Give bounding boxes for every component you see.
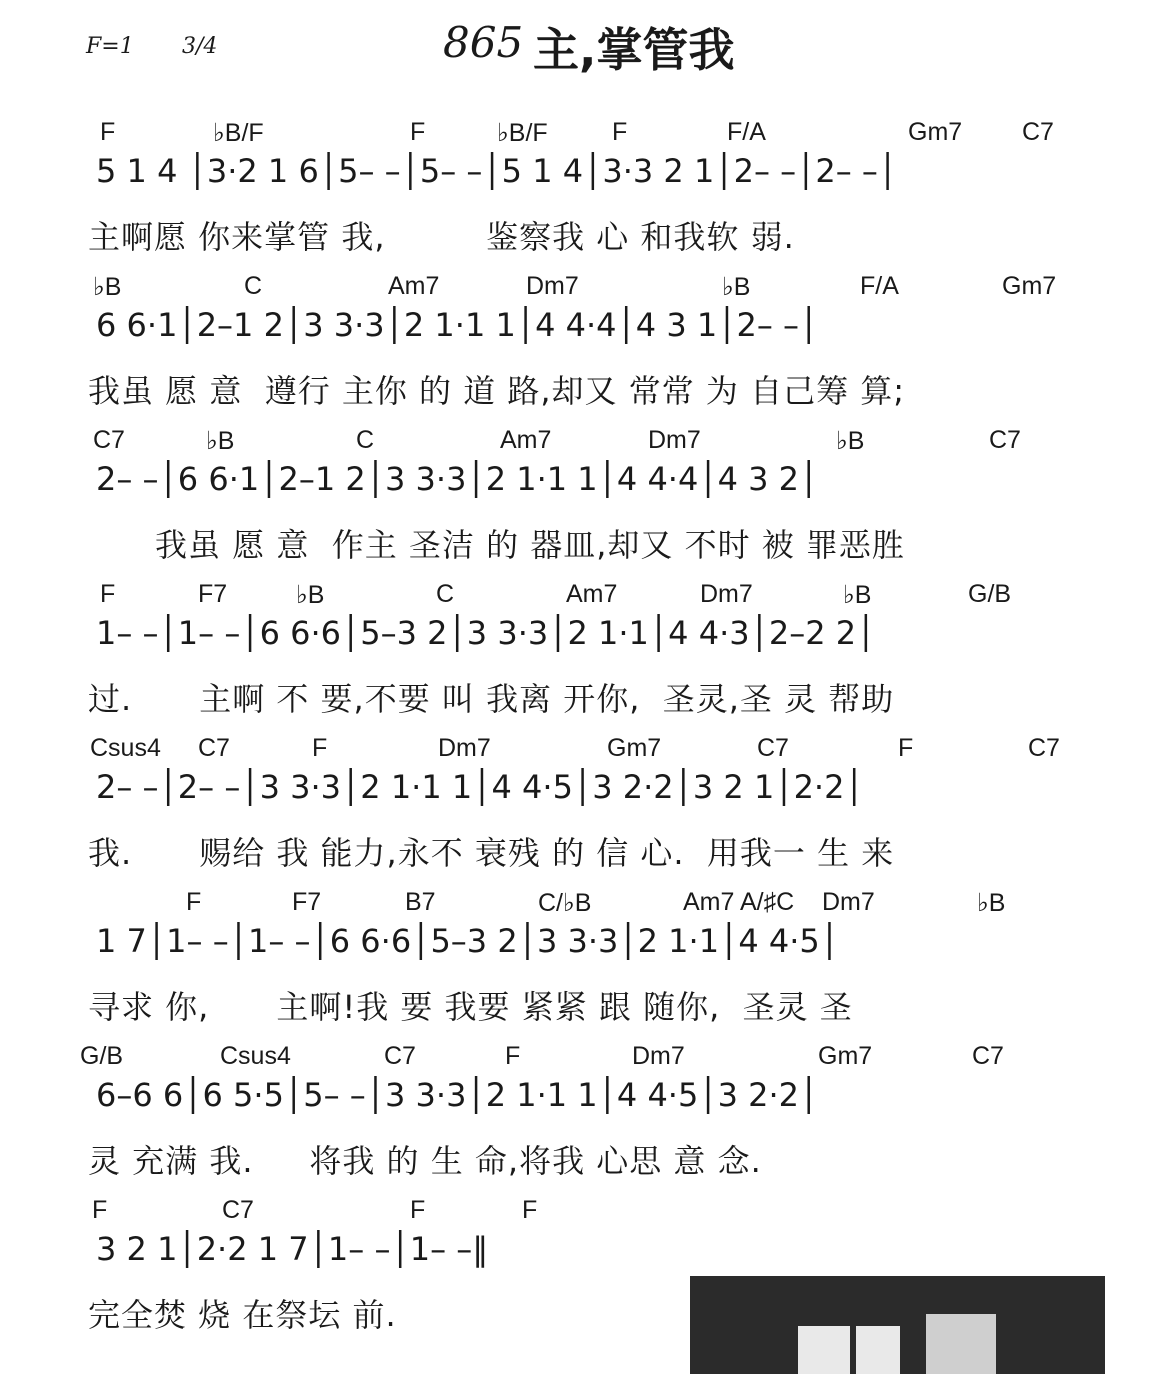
chord-symbol: C7 bbox=[757, 734, 789, 762]
hymn-number: 865 bbox=[443, 18, 524, 67]
jianpu-notes: 2– –│6 6·1│2–1 2│3 3·3│2 1·1 1│4 4·4│4 3 2│ bbox=[96, 460, 819, 498]
chord-symbol: ♭B bbox=[296, 581, 325, 609]
chord-symbol: Csus4 bbox=[90, 734, 161, 762]
chord-symbol: C bbox=[436, 580, 455, 608]
chord-symbol: Dm7 bbox=[632, 1042, 685, 1070]
chord-symbol: F bbox=[505, 1042, 521, 1070]
chord-symbol: C7 bbox=[1022, 118, 1054, 146]
chord-symbol: Gm7 bbox=[1002, 272, 1057, 300]
chord-symbol: F bbox=[100, 580, 116, 608]
jianpu-notes: 3 2 1│2·2 1 7│1– –│1– –‖ bbox=[96, 1230, 489, 1268]
lyrics-line: 灵 充满 我. 将我 的 生 命,将我 心思 意 念. bbox=[88, 1142, 762, 1180]
chord-symbol: C7 bbox=[989, 426, 1021, 454]
chord-symbol: B7 bbox=[405, 888, 436, 916]
chord-symbol: F/A bbox=[727, 118, 766, 146]
chord-symbol: F/A bbox=[860, 272, 899, 300]
chord-symbol: Dm7 bbox=[700, 580, 753, 608]
chord-symbol: Gm7 bbox=[607, 734, 662, 762]
chord-symbol: G/B bbox=[968, 580, 1012, 608]
jianpu-notes: 1– –│1– –│6 6·6│5–3 2│3 3·3│2 1·1│4 4·3│2–2 2│ bbox=[96, 614, 876, 652]
chord-symbol: C7 bbox=[384, 1042, 416, 1070]
lyrics-line: 寻求 你, 主啊!我 要 我要 紧紧 跟 随你, 圣灵 圣 bbox=[88, 988, 853, 1026]
chord-symbol: Am7 bbox=[388, 272, 440, 300]
chord-symbol: C7 bbox=[1028, 734, 1060, 762]
chord-symbol: F bbox=[186, 888, 202, 916]
chord-symbol: Dm7 bbox=[648, 426, 701, 454]
chord-symbol: Am7 bbox=[500, 426, 552, 454]
chord-symbol: Csus4 bbox=[220, 1042, 291, 1070]
chord-symbol: Gm7 bbox=[818, 1042, 873, 1070]
jianpu-notes: 6 6·1│2–1 2│3 3·3│2 1·1 1│4 4·4│4 3 1│2– –│ bbox=[96, 306, 819, 344]
lyrics-line: 我虽 愿 意 作主 圣洁 的 器皿,却又 不时 被 罪恶胜 bbox=[88, 526, 905, 564]
chord-symbol: Am7 A/♯C bbox=[683, 888, 795, 916]
lyrics-line: 主啊愿 你来掌管 我, 鉴察我 心 和我软 弱. bbox=[88, 218, 795, 256]
jianpu-notes: 2– –│2– –│3 3·3│2 1·1 1│4 4·5│3 2·2│3 2 1│2·2│ bbox=[96, 768, 864, 806]
chord-symbol: ♭B bbox=[722, 273, 751, 301]
key-signature: F=1 bbox=[86, 34, 134, 59]
chord-symbol: F bbox=[410, 118, 426, 146]
chord-symbol: C bbox=[244, 272, 263, 300]
lyrics-line: 我虽 愿 意 遵行 主你 的 道 路,却又 常常 为 自己筹 算; bbox=[88, 372, 906, 410]
chord-symbol: F bbox=[410, 1196, 426, 1224]
chord-symbol: F7 bbox=[198, 580, 228, 608]
chord-symbol: F bbox=[100, 118, 116, 146]
song-title: 主,掌管我 bbox=[533, 23, 735, 77]
chord-symbol: ♭B bbox=[977, 889, 1006, 917]
chord-symbol: ♭B bbox=[206, 427, 235, 455]
chord-symbol: Gm7 bbox=[908, 118, 963, 146]
lyrics-line: 过. 主啊 不 要,不要 叫 我离 开你, 圣灵,圣 灵 帮助 bbox=[88, 680, 895, 718]
chord-symbol: ♭B/F bbox=[497, 119, 548, 147]
chord-symbol: F7 bbox=[292, 888, 322, 916]
jianpu-notes: 1 7│1– –│1– –│6 6·6│5–3 2│3 3·3│2 1·1│4 4·5│ bbox=[96, 922, 840, 960]
chord-symbol: C bbox=[356, 426, 375, 454]
chord-symbol: C/♭B bbox=[538, 889, 592, 917]
chord-symbol: Dm7 bbox=[438, 734, 491, 762]
chord-symbol: ♭B bbox=[843, 581, 872, 609]
chord-symbol: C7 bbox=[972, 1042, 1004, 1070]
time-signature: 3/4 bbox=[182, 34, 218, 59]
chord-symbol: F bbox=[92, 1196, 108, 1224]
chord-symbol: ♭B bbox=[93, 273, 122, 301]
chord-symbol: C7 bbox=[93, 426, 125, 454]
chord-symbol: ♭B/F bbox=[213, 119, 264, 147]
chord-symbol: F bbox=[898, 734, 914, 762]
chord-symbol: G/B bbox=[80, 1042, 124, 1070]
chord-symbol: F bbox=[312, 734, 328, 762]
chord-symbol: Dm7 bbox=[822, 888, 875, 916]
chord-symbol: C7 bbox=[222, 1196, 254, 1224]
chord-symbol: Dm7 bbox=[526, 272, 579, 300]
chord-symbol: C7 bbox=[198, 734, 230, 762]
jianpu-notes: 6–6 6│6 5·5│5– –│3 3·3│2 1·1 1│4 4·5│3 2·2│ bbox=[96, 1076, 819, 1114]
lyrics-line: 我. 赐给 我 能力,永不 衰残 的 信 心. 用我一 生 来 bbox=[88, 834, 895, 872]
chord-symbol: Am7 bbox=[566, 580, 618, 608]
chord-symbol: F bbox=[522, 1196, 538, 1224]
chord-symbol: F bbox=[612, 118, 628, 146]
jianpu-notes: 5 1 4 │3·2 1 6│5– –│5– –│5 1 4│3·3 2 1│2– –│2– –│ bbox=[96, 152, 898, 190]
chord-symbol: ♭B bbox=[836, 427, 865, 455]
corner-photo bbox=[690, 1276, 1105, 1374]
lyrics-line: 完全焚 烧 在祭坛 前. bbox=[88, 1296, 397, 1334]
